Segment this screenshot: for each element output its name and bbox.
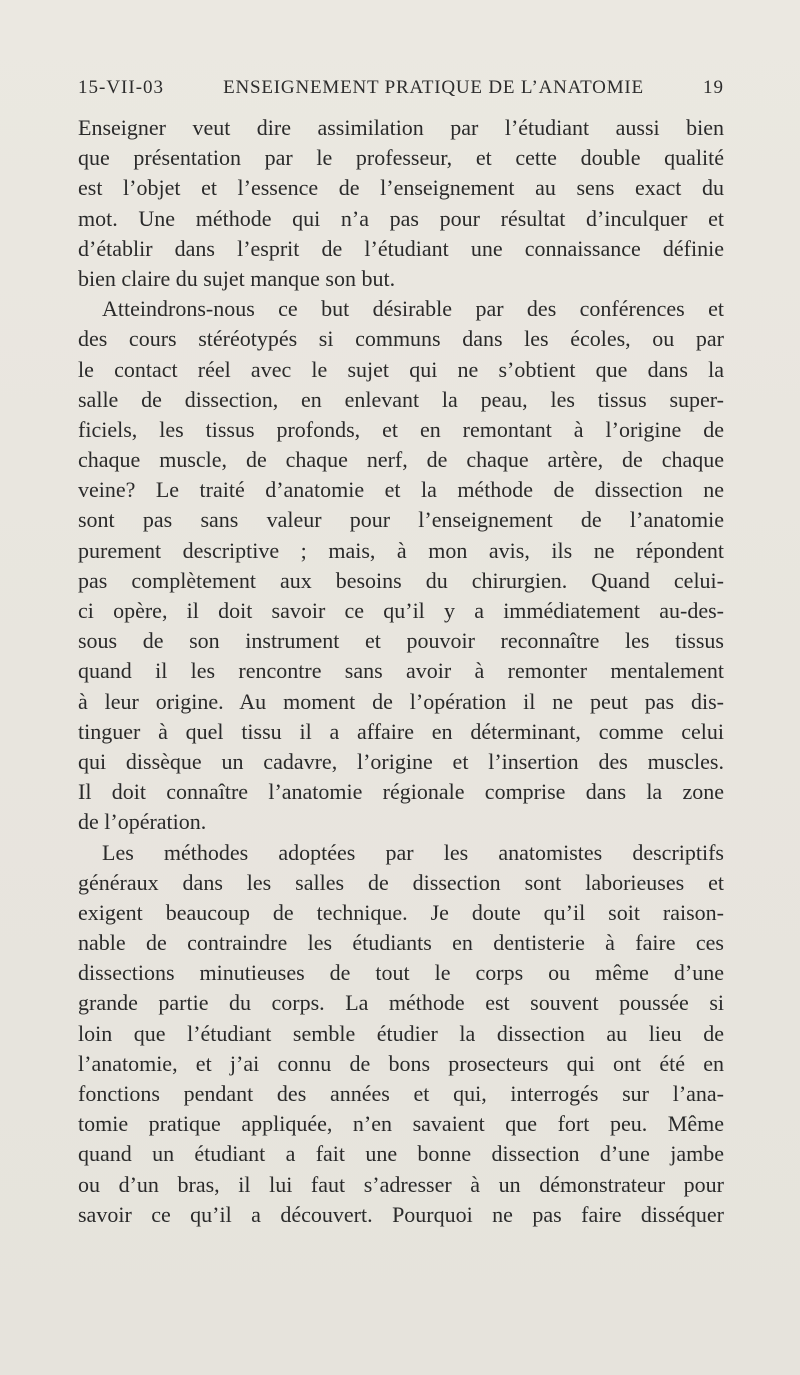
text-line: pas complètement aux besoins du chirurgien. Quand celui- — [78, 567, 724, 593]
text-line: nable de contraindre les étudiants en dentisterie à faire ces — [78, 930, 724, 956]
text-line: loin que l’étudiant semble étudier la dissection au lieu de — [78, 1020, 724, 1046]
text-line: chaque muscle, de chaque nerf, de chaque artère, de chaque — [78, 447, 724, 473]
text-line: tinguer à quel tissu il a affaire en déterminant, comme celui — [78, 718, 724, 744]
text-line: dissections minutieuses de tout le corps ou même d’une — [78, 960, 724, 986]
text-line: ci opère, il doit savoir ce qu’il y a immédiatement au-des- — [78, 598, 724, 623]
text-line: Atteindrons-nous ce but désirable par des conférences et — [102, 296, 724, 322]
text-line: l’anatomie, et j’ai connu de bons prosecteurs qui ont été en — [78, 1050, 724, 1076]
text-line: généraux dans les salles de dissection sont laborieuses et — [78, 869, 724, 895]
text-line: veine? Le traité d’anatomie et la méthode de dissection ne — [78, 477, 724, 503]
text-line: le contact réel avec le sujet qui ne s’obtient que dans la — [78, 356, 724, 382]
text-line: qui dissèque un cadavre, l’origine et l’insertion des muscles. — [78, 748, 724, 774]
text-line: de l’opération. — [78, 809, 207, 835]
body-text — [78, 113, 724, 1230]
header-title: ENSEIGNEMENT PRATIQUE DE L’ANATOMIE — [223, 77, 644, 98]
text-line: des cours stéréotypés si communs dans les écoles, ou par — [78, 326, 724, 352]
text-line: quand il les rencontre sans avoir à remonter mentalement — [78, 658, 724, 684]
text-line: tomie pratique appliquée, n’en savaient que fort peu. Même — [78, 1111, 724, 1137]
text-line: quand un étudiant a fait une bonne dissection d’une jambe — [78, 1141, 724, 1167]
text-line: sous de son instrument et pouvoir reconnaître les tissus — [78, 628, 724, 654]
running-head — [78, 74, 724, 102]
text-line: mot. Une méthode qui n’a pas pour résultat d’inculquer et — [78, 205, 724, 231]
text-line: purement descriptive ; mais, à mon avis, ils ne répondent — [78, 537, 724, 563]
text-line: fonctions pendant des années et qui, interrogés sur l’ana- — [78, 1081, 724, 1106]
header-date: 15-VII-03 — [78, 77, 165, 98]
text-line: d’établir dans l’esprit de l’étudiant une connaissance définie — [78, 235, 724, 261]
text-line: salle de dissection, en enlevant la peau, les tissus super- — [78, 386, 724, 412]
text-line: Il doit connaître l’anatomie régionale comprise dans la zone — [78, 779, 724, 805]
page-number: 19 — [703, 77, 724, 98]
text-line: Enseigner veut dire assimilation par l’étudiant aussi bien — [78, 115, 724, 140]
text-line: que présentation par le professeur, et cette double qualité — [78, 145, 724, 171]
text-line: Les méthodes adoptées par les anatomistes descriptifs — [102, 839, 724, 865]
text-line: sont pas sans valeur pour l’enseignement de l’anatomie — [78, 507, 724, 533]
text-line: bien claire du sujet manque son but. — [78, 265, 396, 291]
text-line: est l’objet et l’essence de l’enseignement au sens exact du — [78, 175, 724, 201]
text-line: grande partie du corps. La méthode est souvent poussée si — [78, 990, 724, 1016]
text-line: exigent beaucoup de technique. Je doute qu’il soit raison- — [78, 899, 724, 925]
text-line: savoir ce qu’il a découvert. Pourquoi ne pas faire disséquer — [78, 1201, 724, 1227]
text-line: à leur origine. Au moment de l’opération il ne peut pas dis- — [78, 688, 724, 714]
text-line: ou d’un bras, il lui faut s’adresser à un démonstrateur pour — [78, 1171, 724, 1197]
text-line: ficiels, les tissus profonds, et en remontant à l’origine de — [78, 416, 724, 442]
